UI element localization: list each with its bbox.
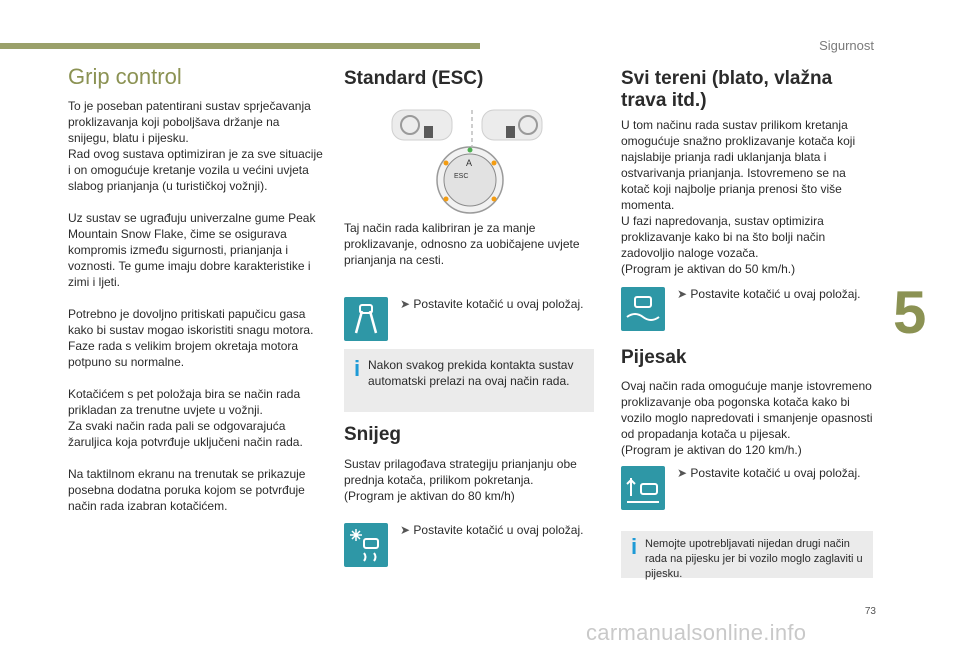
snow-title: Snijeg [344,424,402,445]
svg-text:A: A [466,158,473,168]
allterrain-heading-wrap [621,68,871,112]
warning-box [621,531,873,578]
sand-text: Ovaj način rada omogućuje manje istovremeno proklizavanje oba pogonska kotača kako bi vozilo moglo napredovati i smanjenje opasnosti od propadanja kotača u pijesak. (Program je aktivan do 120 km/h.) [621,379,873,457]
svg-text:ESC: ESC [454,173,469,180]
standard-heading-wrap [344,68,594,90]
sand-heading-wrap [621,347,687,369]
grip-control-illustration [390,106,560,216]
col1-text [68,98,323,530]
standard-instruction [400,297,583,311]
info-icon: i [631,534,638,559]
info-text: Nakon svakog prekida kontakta sustav automatski prelazi na ovaj način rada. [368,358,574,388]
allterrain-instruction [677,287,860,301]
sand-instruction-text: Postavite kotačić u ovaj položaj. [690,466,861,480]
standard-mode-icon [344,297,388,341]
section-title: Sigurnost [819,38,874,53]
paragraph: Uz sustav se ugrađuju univerzalne gume Peak Mountain Snow Flake, čime se osigurava kompromis između sigurnosti, prianjanja i voznosti. Te gume imaju dobre karakteristike i zimi i ljeti. [68,211,316,289]
snow-heading-wrap [344,424,401,446]
arrow-bullet-icon: ➤ [400,523,414,537]
allterrain-instruction-text: Postavite kotačić u ovaj položaj. [690,287,861,301]
sand-instruction [677,466,860,480]
chapter-number: 5 [893,279,927,346]
snow-instruction [400,523,583,537]
paragraph: Na taktilnom ekranu na trenutak se prikazuje posebna dodatna poruka kojom se potvrđuje način rada izabran kotačićem. [68,467,306,513]
watermark: carmanualsonline.info [586,620,807,645]
info-box [344,349,594,412]
paragraph: Potrebno je dovoljno pritiskati papučicu gasa kako bi sustav mogao iskoristiti snagu motora. Faze rada s velikim brojem okretaja motora potpuno su normalne. [68,307,314,369]
arrow-bullet-icon: ➤ [677,466,691,480]
standard-instruction-text: Postavite kotačić u ovaj položaj. [413,297,584,311]
allterrain-text: U tom načinu rada sustav prilikom kretanja omogućuje snažno proklizavanje kotača koji najslabije prianja radi uklanjanja blata i ostvarivanja prianjanja. Istovremeno se na kotač koji najbolje prianja prenosi što više momenta. U fazi napredovanja, sustav optimizira proklizavanje kako bi na što bolji način zadovoljio naloge vozača. (Program je aktivan do 50 km/h.) [621,118,856,276]
info-icon: i [354,356,361,381]
sand-mode-icon [621,466,665,510]
arrow-bullet-icon: ➤ [677,287,691,301]
snow-instruction-text: Postavite kotačić u ovaj položaj. [413,523,584,537]
paragraph: Kotačićem s pet položaja bira se način rada prikladan za trenutne uvjete u vožnji. Za svaki način rada pali se odgovarajuća žaruljica koja potvrđuje uključeni način rada. [68,387,303,449]
arrow-bullet-icon: ➤ [400,297,414,311]
standard-title: Standard (ESC) [344,68,484,89]
header-bar [0,43,480,49]
sand-title: Pijesak [621,347,687,368]
paragraph: To je poseban patentirani sustav sprječavanja proklizavanja koji poboljšava držanje na snijegu, blatu i pijesku. Rad ovog sustava optimiziran je za sve situacije i on omogućuje kretanje vozila u većini uvjeta slabog prianjanja (u turističkoj vožnji). [68,99,323,193]
snow-mode-icon [344,523,388,567]
warning-text: Nemojte upotrebljavati nijedan drugi način rada na pijesku jer bi vozilo moglo zaglaviti u pijesku. [645,538,863,580]
page-title: Grip control [68,64,182,89]
allterrain-mode-icon [621,287,665,331]
snow-text: Sustav prilagođava strategiju prianjanju obe prednja kotača, prilikom pokretanja. (Program je aktivan do 80 km/h) [344,457,577,503]
allterrain-title: Svi tereni (blato, vlažna trava itd.) [621,68,833,111]
standard-text: Taj način rada kalibriran je za manje proklizavanje, odnosno za uobičajene uvjete prianjanja na cesti. [344,221,580,267]
page-number: 73 [864,606,876,617]
